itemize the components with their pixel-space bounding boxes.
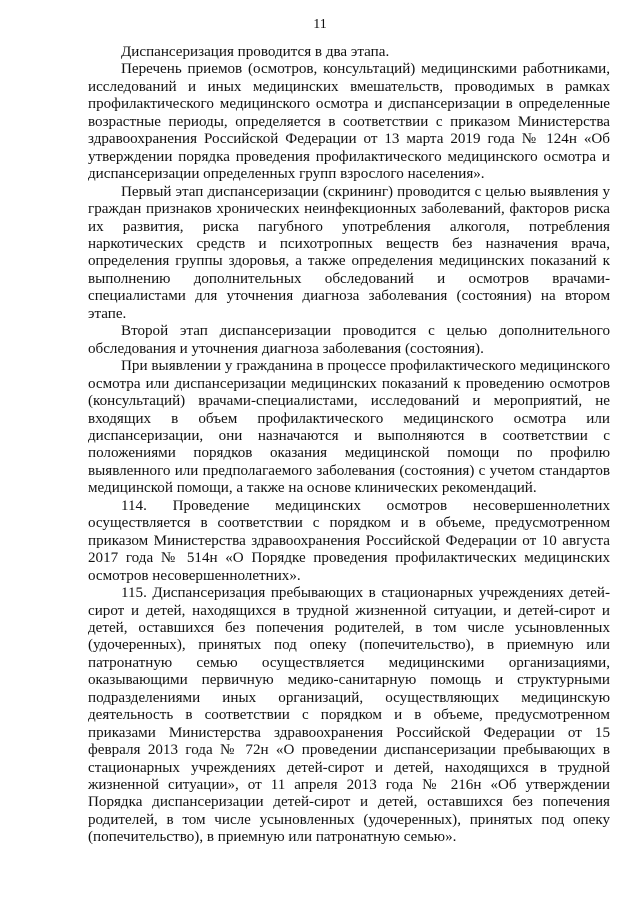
- paragraph-stages: Диспансеризация проводится в два этапа.: [121, 44, 390, 60]
- paragraph-115-orphans-dispensary: 115. Диспансеризация пребывающих в стационарных учреждениях детей-сирот и детей, находящихся в трудной жизненной ситуации, и детей-сирот и детей, оставшихся без попечения родителей, в том числе усыновленных (удочеренных), принятых под опеку (попечительство), в приемную или патронатную семью осуществляется медицинскими организациями, оказывающими первичную медико-санитарную помощь и структурными подразделениями иных организаций, осуществляющих медицинскую деятельность в соответствии с порядком и в объеме, предусмотренном приказами Министерства здравоохранения Российской Федерации от 15 февраля 2013 года № 72н «О проведении диспансеризации пребывающих в стационарных учреждениях детей-сирот и детей, находящихся в трудной жизненной ситуации», от 11 апреля 2013 года № 216н «Об утверждении Порядка диспансеризации детей-сирот и детей, оставшихся без попечения родителей, в том числе усыновленных (удочеренных), принятых под опеку (попечительство), в приемную или патронатную семью».: [88, 585, 610, 846]
- document-body: [88, 44, 610, 847]
- paragraph-first-stage: Первый этап диспансеризации (скрининг) проводится с целью выявления у граждан признаков хронических неинфекционных заболеваний, факторов риска их развития, риска пагубного употребления алкоголя, потребления наркотических средств и психотропных веществ без назначения врача, определения группы здоровья, а также определения медицинских показаний к выполнению дополнительных обследований и осмотров врачами-специалистами для уточнения диагноза заболевания (состояния) на втором этапе.: [88, 183, 610, 322]
- paragraph-list-of-examinations: Перечень приемов (осмотров, консультаций) медицинскими работниками, исследований и иных медицинских вмешательств, проводимых в рамках профилактического медицинского осмотра и диспансеризации в определенные возрастные периоды, определяется в соответствии с приказом Министерства здравоохранения Российской Федерации от 13 марта 2019 года № 124н «Об утверждении порядка проведения профилактического медицинского осмотра и диспансеризации определенных групп взрослого населения».: [88, 61, 610, 183]
- page-number: 11: [313, 17, 327, 32]
- paragraph-second-stage: Второй этап диспансеризации проводится с целью дополнительного обследования и уточнения диагноза заболевания (состояния).: [88, 323, 610, 357]
- paragraph-114-minors-examinations: 114. Проведение медицинских осмотров несовершеннолетних осуществляется в соответствии с порядком и в объеме, предусмотренном приказом Министерства здравоохранения Российской Федерации от 10 августа 2017 года № 514н «О Порядке проведения профилактических медицинских осмотров несовершеннолетних».: [88, 497, 610, 584]
- paragraph-additional-consultations: При выявлении у гражданина в процессе профилактического медицинского осмотра или диспансеризации медицинских показаний к проведению осмотров (консультаций) врачами-специалистами, исследований и мероприятий, не входящих в объем профилактического медицинского осмотра или диспансеризации, они назначаются и выполняются в соответствии с положениями порядков оказания медицинской помощи по профилю выявленного или предполагаемого заболевания (состояния) с учетом стандартов медицинской помощи, а также на основе клинических рекомендаций.: [88, 358, 610, 497]
